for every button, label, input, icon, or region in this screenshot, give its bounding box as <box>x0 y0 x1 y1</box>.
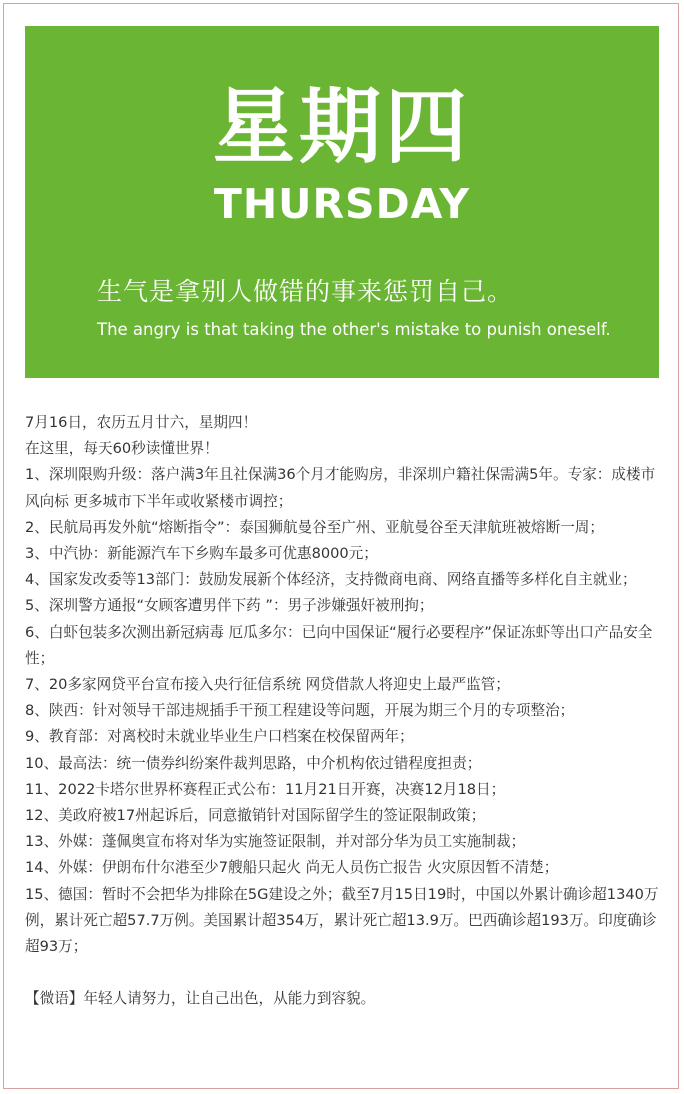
spacer <box>25 960 659 986</box>
news-item-7: 7、20多家网贷平台宣布接入央行征信系统 网贷借款人将迎史上最严监管； <box>25 676 510 694</box>
news-item-15: 15、德国：暂时不会把华为排除在5G建设之外；截至7月15日19时，中国以外累计确诊超1340万例，累计死亡超57.7万例。美国累计超354万，累计死亡超13.9万。巴西确诊超193万。印度确诊超93万； <box>25 885 659 956</box>
news-item-3: 3、中汽协：新能源汽车下乡购车最多可优惠8000元； <box>25 545 378 563</box>
news-item-6: 6、白虾包装多次测出新冠病毒 厄瓜多尔：已向中国保证“履行必要程序”保证冻虾等出口产品安全性； <box>25 623 653 667</box>
news-item-4: 4、国家发改委等13部门：鼓励发展新个体经济，支持微商电商、网络直播等多样化自主就业； <box>25 571 637 589</box>
date-line: 7月16日，农历五月廿六，星期四！ <box>25 414 258 431</box>
tagline: 在这里，每天60秒读懂世界！ <box>25 440 219 458</box>
banner-quote-chinese: 生气是拿别人做错的事来惩罚自己。 <box>97 277 514 306</box>
news-item-5: 5、深圳警方通报“女顾客遭男伴下药 ”：男子涉嫌强奸被刑拘； <box>25 597 434 615</box>
article-body <box>25 410 659 1012</box>
news-item-9: 9、教育部：对离校时未就业毕业生户口档案在校保留两年； <box>25 728 414 746</box>
news-item-11: 11、2022卡塔尔世界杯赛程正式公布：11月21日开赛，决赛12月18日； <box>25 780 506 798</box>
news-item-1: 1、深圳限购升级：落户满3年且社保满36个月才能购房，非深圳户籍社保需满5年。专家：成楼市风向标 更多城市下半年或收紧楼市调控； <box>25 466 656 510</box>
news-item-12: 12、美政府被17州起诉后，同意撤销针对国际留学生的签证限制政策； <box>25 807 486 825</box>
banner-day-chinese: 星期四 <box>212 80 471 175</box>
news-item-14: 14、外媒：伊朗布什尔港至少7艘船只起火 尚无人员伤亡报告 火灾原因暂不清楚； <box>25 859 559 877</box>
news-item-13: 13、外媒：蓬佩奥宣布将对华为实施签证限制，并对部分华为员工实施制裁； <box>25 833 526 851</box>
news-item-2: 2、民航局再发外航“熔断指令”：泰国狮航曼谷至广州、亚航曼谷至天津航班被熔断一周； <box>25 518 604 536</box>
thursday-banner <box>25 26 659 378</box>
banner-day-english: THURSDAY <box>213 180 471 228</box>
banner-quote-english: The angry is that taking the other's mistake to punish oneself. <box>97 320 611 339</box>
news-item-10: 10、最高法：统一债券纠纷案件裁判思路，中介机构依过错程度担责； <box>25 754 482 772</box>
weiyu-line: 【微语】年轻人请努力，让自己出色，从能力到容貌。 <box>25 990 376 1008</box>
news-item-8: 8、陕西：针对领导干部违规插手干预工程建设等问题，开展为期三个月的专项整治； <box>25 702 575 720</box>
